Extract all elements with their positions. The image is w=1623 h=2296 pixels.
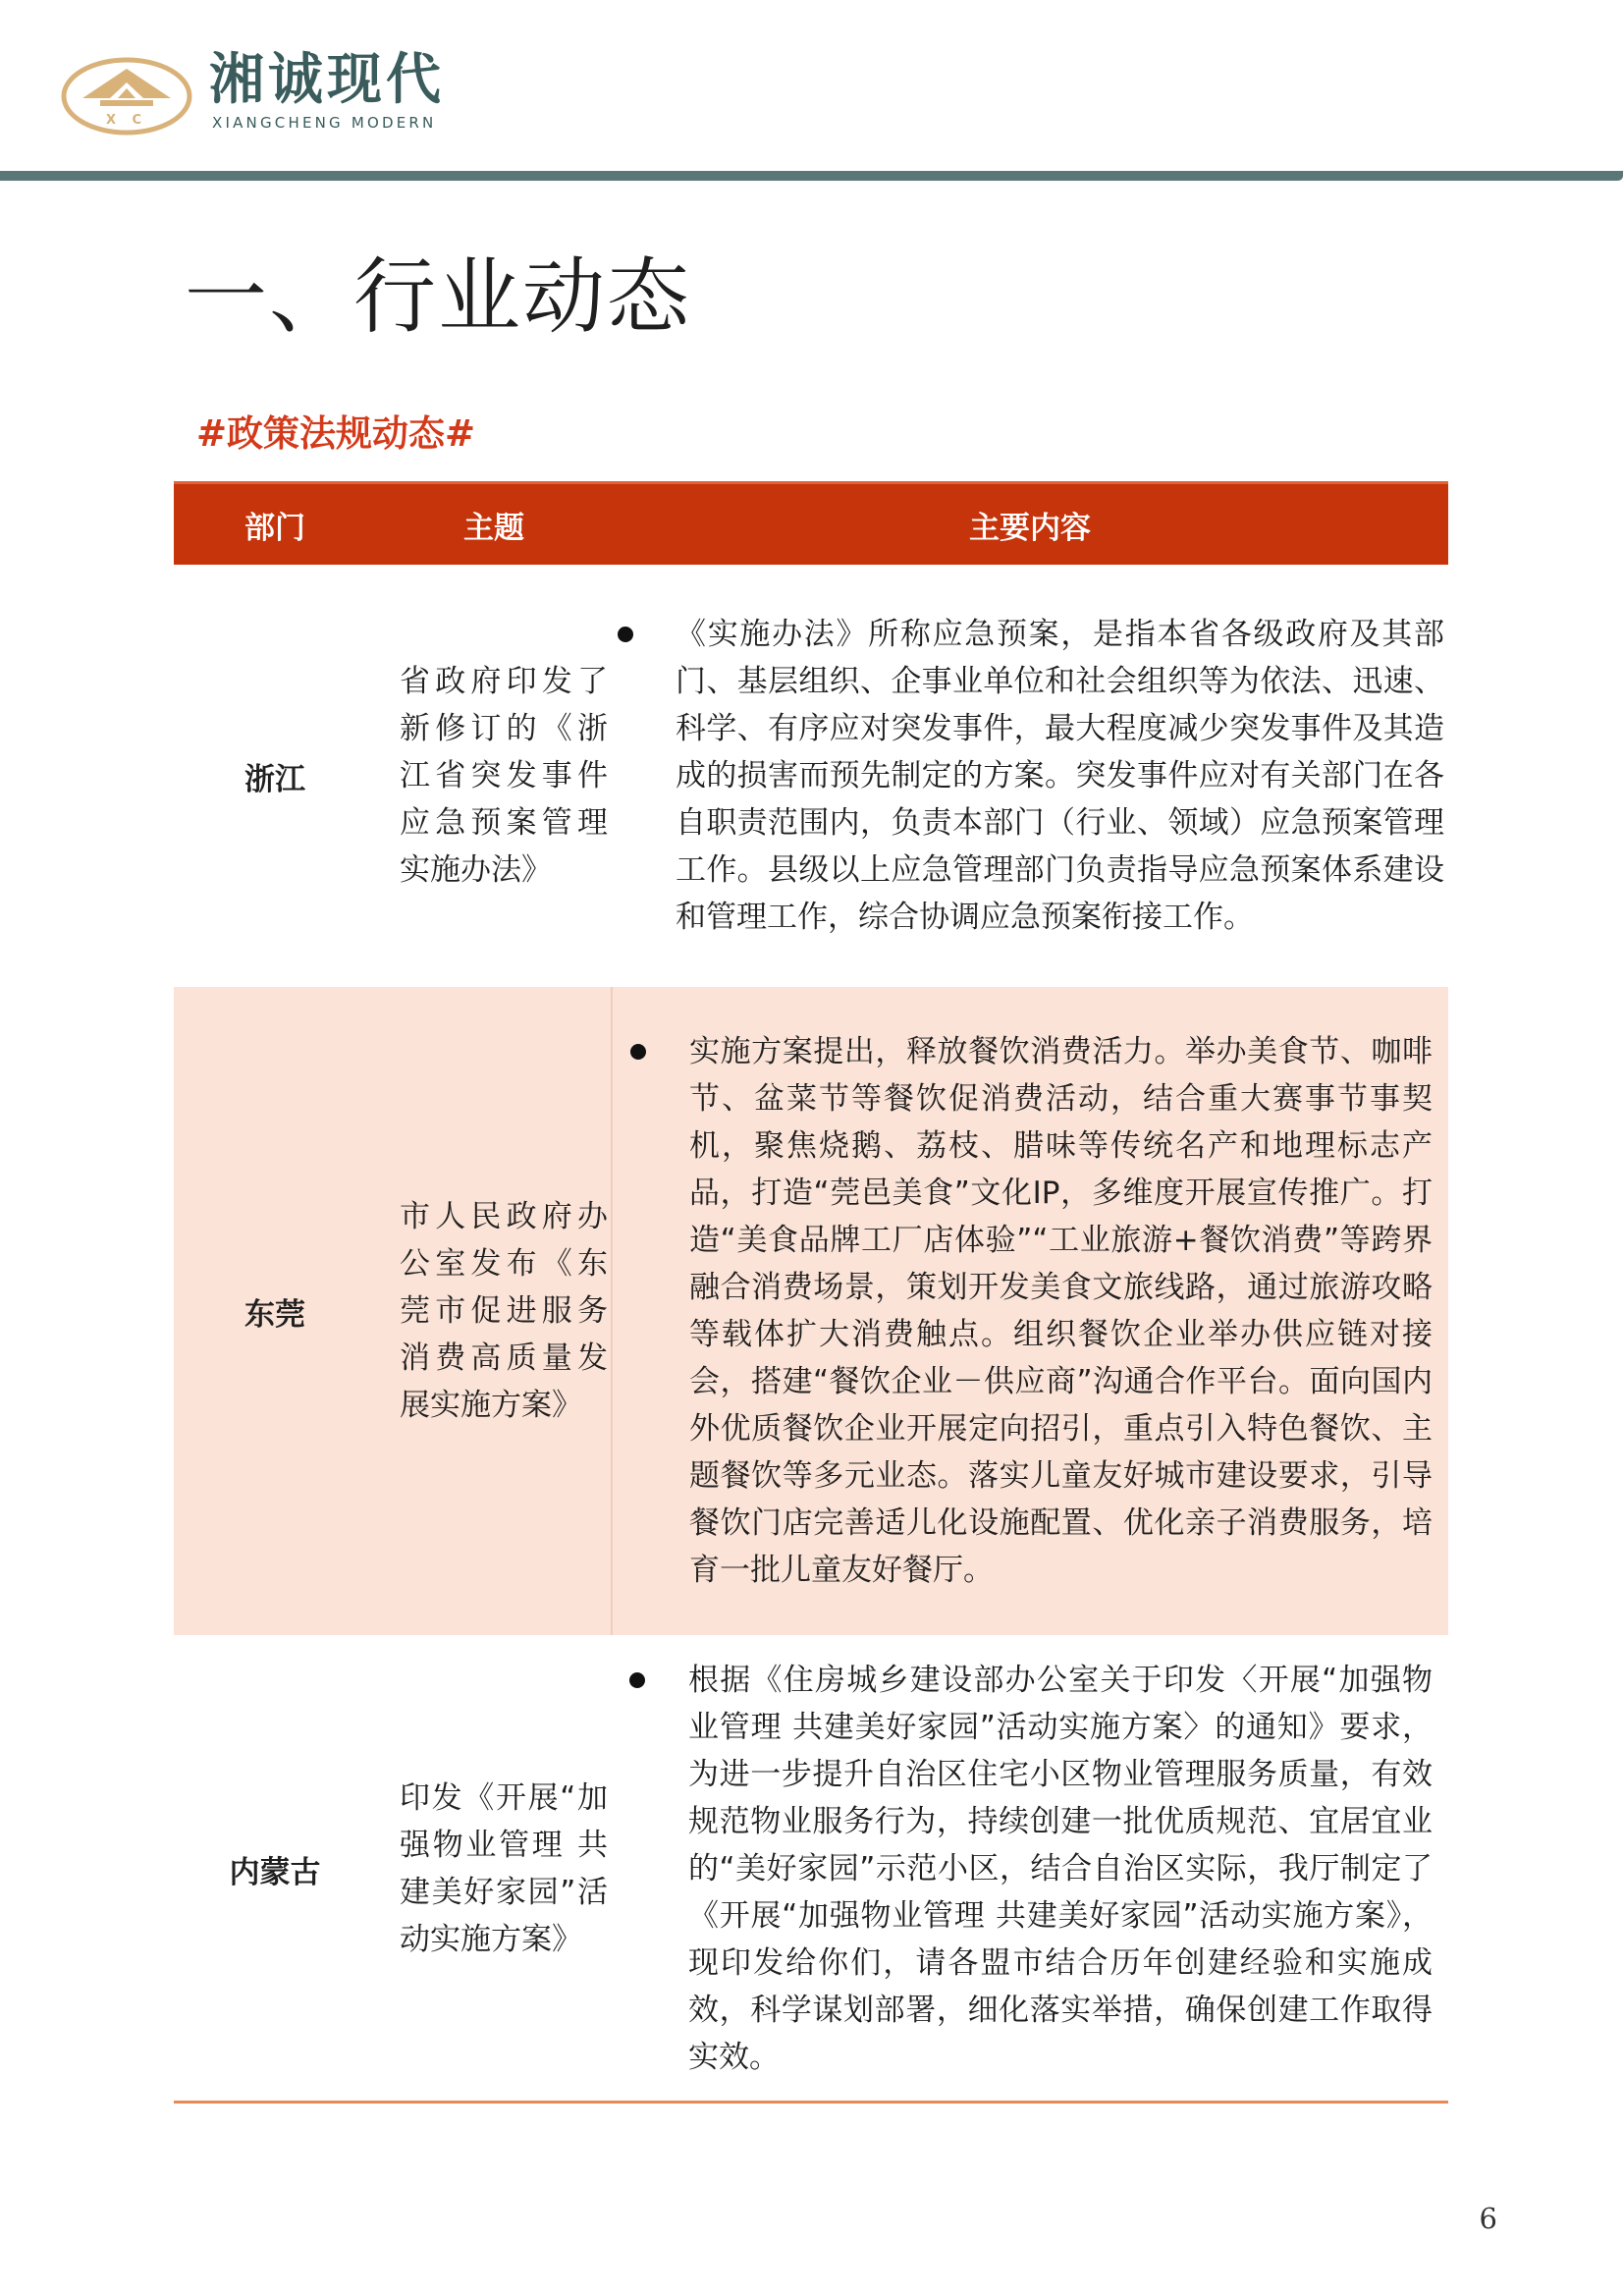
content-text: 实施方案提出，释放餐饮消费活力。举办美食节、咖啡节、盆菜节等餐饮促消费活动，结合重大赛事节事契机，聚焦烧鹅、荔枝、腊味等传统名产和地理标志产品，打造“莞邑美食”文化IP，多维度开展宣传推广。打造“美食品牌工厂店体验”“工业旅游+餐饮消费”等跨界融合消费场景，策划开发美食文旅线路，通过旅游攻略等载体扩大消费触点。组织餐饮企业举办供应链对接会，搭建“餐饮企业－供应商”沟通合作平台。面向国内外优质餐饮企业开展定向招引，重点引入特色餐饮、主题餐饮等多元业态。落实儿童友好城市建设要求，引导餐饮门店完善适儿化设施配置、优化亲子消费服务，培育一批儿童友好餐厅。 (689, 1034, 1433, 1588)
topic-cell (376, 565, 612, 987)
bullet-icon (618, 627, 633, 642)
content-cell (612, 1635, 1448, 2103)
content-text: 根据《住房城乡建设部办公室关于印发〈开展“加强物业管理 共建美好家园”活动实施方案〉的通知》要求，为进一步提升自治区住宅小区物业管理服务质量，有效规范物业服务行为，持续创建一批优质规范、宜居宜业的“美好家园”示范小区，结合自治区实际，我厅制定了《开展“加强物业管理 共建美好家园”活动实施方案》，现印发给你们，请各盟市结合历年创建经验和实施成效，科学谋划部署，细化落实举措，确保创建工作取得实效。 (688, 1663, 1433, 2075)
header-divider (0, 171, 1623, 181)
dept-cell: 东莞 (174, 987, 376, 1635)
subsection-tag: #政策法规动态# (196, 412, 476, 455)
topic-text: 市人民政府办公室发布《东莞市促进服务消费高质量发展实施方案》 (400, 1199, 608, 1423)
topic-cell (376, 987, 612, 1635)
page-header (0, 0, 1623, 183)
content-cell (612, 565, 1448, 987)
table-row (174, 987, 1448, 1635)
dept-cell: 浙江 (244, 761, 305, 797)
column-header-content: 主要内容 (612, 483, 1448, 566)
table-header-row (174, 483, 1448, 566)
bullet-icon (630, 1044, 646, 1060)
logo-letters: X C (105, 113, 148, 128)
table-row (174, 565, 1448, 987)
table-bottom-divider (174, 2101, 1448, 2104)
content-cell (612, 987, 1448, 1635)
column-header-topic: 主题 (376, 483, 612, 566)
page-number: 6 (1479, 2202, 1497, 2235)
bullet-icon (629, 1672, 645, 1688)
dept-cell: 内蒙古 (229, 1854, 321, 1890)
column-header-dept: 部门 (174, 483, 376, 566)
brand-name: 湘诚现代 (209, 48, 445, 112)
topic-text: 省政府印发了新修订的《浙江省突发事件应急预案管理实施办法》 (400, 664, 608, 888)
xiangcheng-logo-icon (61, 57, 192, 136)
topic-text: 印发《开展“加强物业管理 共建美好家园”活动实施方案》 (400, 1780, 608, 1957)
section-title: 一、行业动态 (185, 248, 692, 345)
table-row (174, 1635, 1448, 2103)
brand-subtitle: XIANGCHENG MODERN (212, 114, 437, 132)
policy-table (174, 481, 1448, 2103)
topic-cell (376, 1635, 612, 2103)
content-text: 《实施办法》所称应急预案，是指本省各级政府及其部门、基层组织、企事业单位和社会组织等为依法、迅速、科学、有序应对突发事件，最大程度减少突发事件及其造成的损害而预先制定的方案。突发事件应对有关部门在各自职责范围内，负责本部门（行业、领域）应急预案管理工作。县级以上应急管理部门负责指导应急预案体系建设和管理工作，综合协调应急预案衔接工作。 (676, 617, 1444, 935)
